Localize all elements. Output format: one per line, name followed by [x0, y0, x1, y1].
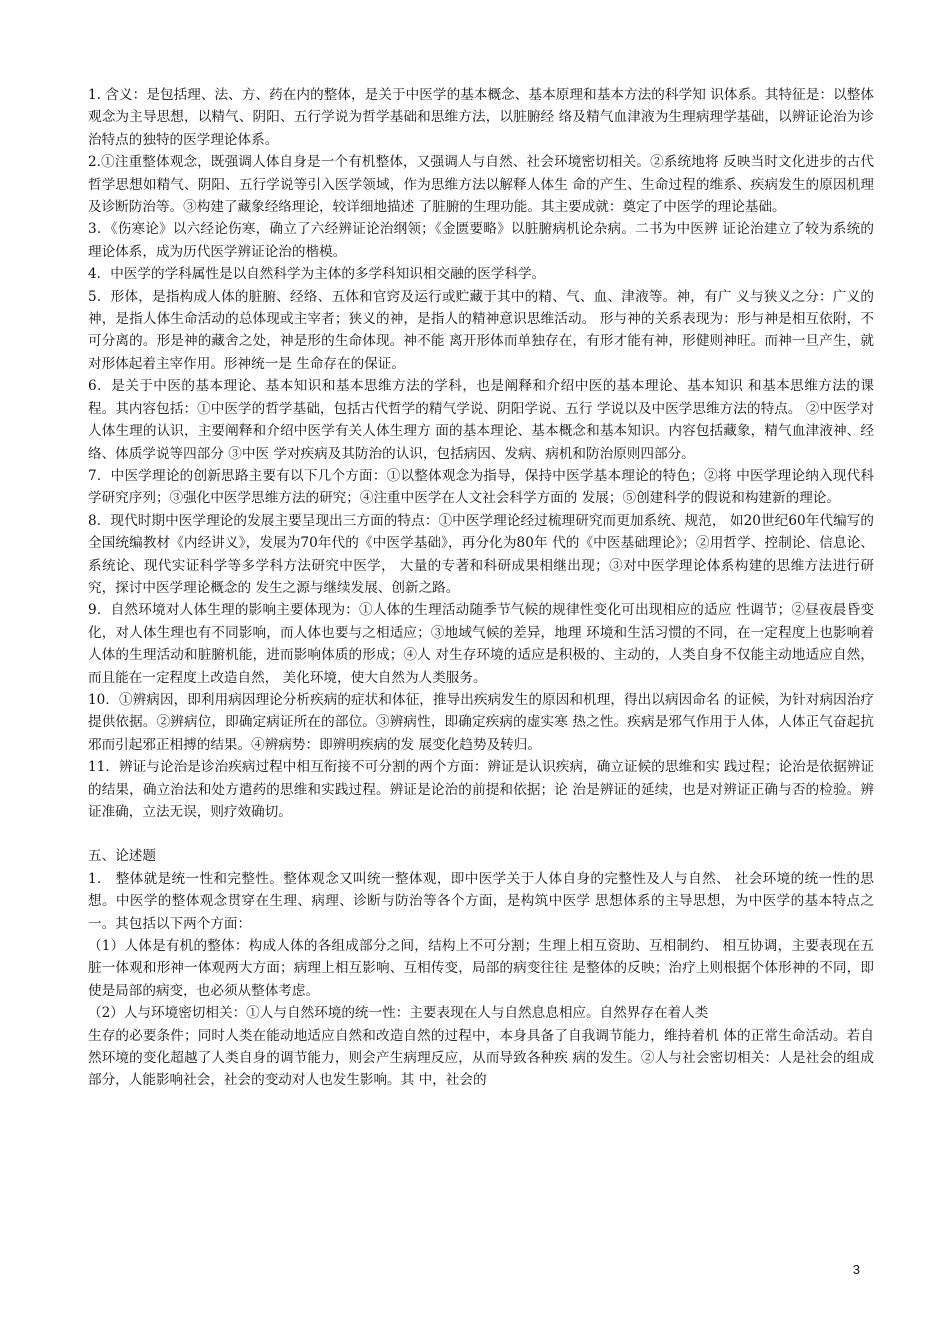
answer-paragraph-2: 2.①注重整体观念，既强调人体自身是一个有机整体，又强调人与自然、社会环境密切相关。②系统地将 反映当时文化进步的古代哲学思想如精气、阴阳、五行学说等引入医学领域，作为思维方法以解释人体生 命的产生、生命过程的维系、疾病发生的原因机理及诊断防治等。③构建了藏象经络理论，较详细地描述 了脏腑的生理功能。其主要成就：奠定了中医学的理论基础。: [88, 154, 874, 216]
answer-paragraph-8: 8．现代时期中医学理论的发展主要呈现出三方面的特点：①中医学理论经过梳理研究而更加系统、规范， 如20世纪60年代编写的全国统编教材《内经讲义》，发展为70年代的《中医学基础》，再分化为80年 代的《中医基础理论》；②用哲学、控制论、信息论、系统论、现代实证科学等多学科方法研究中医学， 大量的专著和科研成果相继出现；③对中医学理论体系构建的思维方法进行研究，探讨中医学理论概念的 发生之源与继续发展、创新之路。: [88, 512, 874, 596]
section-title: 五、论述题: [88, 848, 156, 865]
answer-paragraph-5: 5．形体，是指构成人体的脏腑、经络、五体和官窍及运行或贮藏于其中的精、气、血、津液等。神，有广 义与狭义之分：广义的神，是指人体生命活动的总体现或主宰者；狭义的神，是指人的精神意识思维活动。 形与神的关系表现为：形与神是相互依附，不可分离的。形是神的藏舍之处，神是形的生命体现。神不能 离开形体而单独存在，有形才能有神，形健则神旺。而神一旦产生，就对形体起着主宰作用。形神统一是 生命存在的保证。: [88, 288, 874, 372]
answer-paragraph-4: 4．中医学的学科属性是以自然科学为主体的多学科知识相交融的医学科学。: [88, 266, 546, 283]
answer-paragraph-9: 9．自然环境对人体生理的影响主要体现为：①人体的生理活动随季节气候的规律性变化可出现相应的适应 性调节；②昼夜晨昏变化，对人体生理也有不同影响，而人体也要与之相适应；③地域气候的差异，地理 环境和生活习惯的不同，在一定程度上也影响着人体的生理活动和脏腑机能，进而影响体质的形成；④人 对生存环境的适应是积极的、主动的，人类自身不仅能主动地适应自然，而且能在一定程度上改造自然， 美化环境，使大自然为人类服务。: [88, 602, 874, 686]
answer-paragraph-7: 7．中医学理论的创新思路主要有以下几个方面：①以整体观念为指导，保持中医学基本理论的特色；②将 中医学理论纳入现代科学研究序列；③强化中医学思维方法的研究；④注重中医学在人文社会科学方面的 发展；⑤创建科学的假说和构建新的理论。: [88, 467, 874, 507]
section-spacer: [88, 823, 874, 845]
answer-paragraph-6: 6．是关于中医的基本理论、基本知识和基本思维方法的学科，也是阐释和介绍中医的基本理论、基本知识 和基本思维方法的课程。其内容包括：①中医学的哲学基础，包括古代哲学的精气学说、阴阳学说、五行 学说以及中医学思维方法的特点。 ②中医学对人体生理的认识，主要阐释和介绍中医学有关人体生理方 面的基本理论、基本概念和基本知识。内容包括藏象，精气血津液神、经络、体质学说等四部分 ③中医 学对疾病及其防治的认识，包括病因、发病、病机和防治原则四部分。: [88, 378, 874, 462]
essay-paragraph-3: （2）人与环境密切相关：①人与自然环境的统一性：主要表现在人与自然息息相应。自然界存在着人类: [88, 1005, 709, 1022]
essay-paragraph-4: 生存的必要条件；同时人类在能动地适应自然和改造自然的过程中，本身具备了自我调节能力，维持着机 体的正常生命活动。若自然环境的变化超越了人类自身的调节能力，则会产生病理反应，从而导致各种疾 病的发生。②人与社会密切相关：人是社会的组成部分，人能影响社会，社会的变动对人也发生影响。其 中，社会的: [88, 1027, 874, 1089]
essay-paragraph-1: 1． 整体就是统一性和完整性。整体观念又叫统一整体观，即中医学关于人体自身的完整性及人与自然、 社会环境的统一性的思想。中医学的整体观念贯穿在生理、病理、诊断与防治等各个方面，是构筑中医学 思想体系的主导思想，为中医学的基本特点之一。其包括以下两个方面：: [88, 870, 874, 932]
essay-paragraph-2: （1）人体是有机的整体：构成人体的各组成部分之间，结构上不可分割；生理上相互资助、互相制约、 相互协调，主要表现在五脏一体观和形神一体观两大方面；病理上相互影响、互相传变，局部的病变往往 是整体的反映；治疗上则根据个体形神的不同，即使是局部的病变，也必须从整体考虑。: [88, 938, 874, 999]
answer-paragraph-1: 1. 含义：是包括理、法、方、药在内的整体，是关于中医学的基本概念、基本原理和基本方法的科学知 识体系。其特征是：以整体观念为主导思想，以精气、阴阳、五行学说为哲学基础和思维方法，以脏腑经 络及精气血津液为生理病理学基础，以辨证论治为诊治特点的独特的医学理论体系。: [88, 87, 874, 148]
answer-paragraph-3: 3．《伤寒论》以六经论伤寒，确立了六经辨证论治纲领；《金匮要略》以脏腑病机论杂病。二书为中医辨 证论治建立了较为系统的理论体系，成为历代医学辨证论治的楷模。: [88, 221, 874, 260]
document-body: [88, 84, 874, 1092]
answer-paragraph-10: 10．①辨病因，即利用病因理论分析疾病的症状和体征，推导出疾病发生的原因和机理，得出以病因命名 的证候，为针对病因治疗提供依据。②辨病位，即确定病证所在的部位。③辨病性，即确定疾病的虚实寒 热之性。疾病是邪气作用于人体，人体正气奋起抗邪而引起邪正相搏的结果。④辨病势：即辨明疾病的发 展变化趋势及转归。: [88, 691, 874, 753]
answer-paragraph-11: 11．辨证与论治是诊治疾病过程中相互衔接不可分割的两个方面：辨证是认识疾病，确立证候的思维和实 践过程；论治是依据辨证的结果，确立治法和处方遣药的思维和实践过程。辨证是论治的前提和依据；论 治是辨证的延续，也是对辨证正确与否的检验。辨证准确，立法无误，则疗效确切。: [88, 759, 874, 820]
page-number: 3: [852, 1262, 860, 1277]
